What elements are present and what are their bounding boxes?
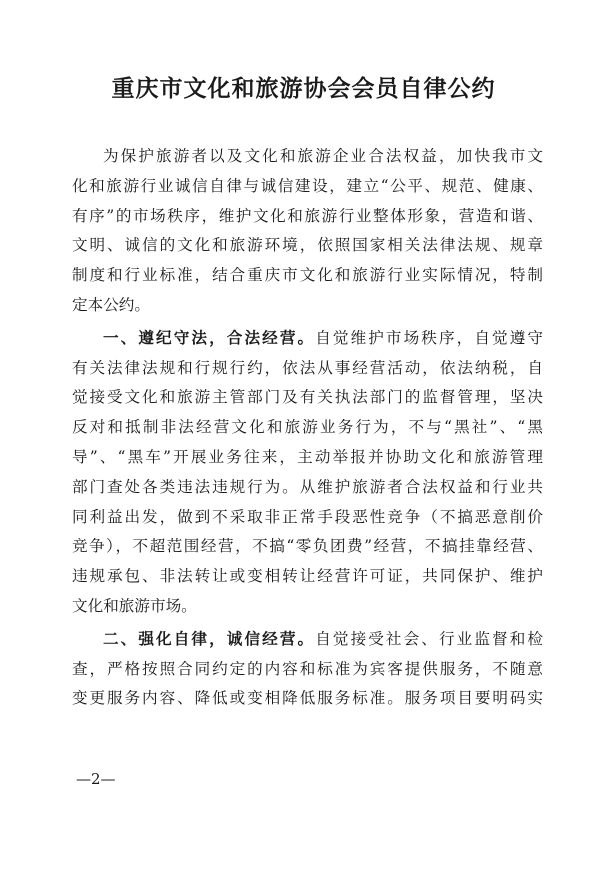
paragraph-section-one: [72, 323, 543, 622]
text-line: 部门查处各类违法违规行为。从维护旅游者合法权益和行业共: [72, 477, 543, 496]
text-line: 违规承包、非法转让或变相转让经营许可证，共同保护、维护: [72, 567, 543, 586]
text-line: 文明、诚信的文化和旅游环境，依照国家相关法律法规、规章: [72, 236, 543, 255]
text-line: 化和旅游行业诚信自律与诚信建设，建立“公平、规范、健康、: [72, 176, 543, 195]
text-fragment: 自觉维护市场秩序，自觉遵守: [315, 328, 543, 347]
text-line: [72, 323, 543, 354]
text-line: [72, 624, 543, 655]
paragraph-preamble: [72, 142, 543, 321]
text-fragment: 自觉接受社会、行业监督和检: [315, 629, 543, 648]
paragraph-section-two: [72, 624, 543, 714]
page-number: —2—: [76, 770, 116, 788]
document-title: 重庆市文化和旅游协会会员自律公约: [111, 75, 496, 102]
text-line: 变更服务内容、降低或变相降低服务标准。服务项目要明码实: [72, 689, 543, 708]
text-line: 导”、“黑车”开展业务往来，主动举报并协助文化和旅游管理: [72, 447, 543, 466]
document-body: [72, 142, 543, 714]
text-line: 觉接受文化和旅游主管部门及有关执法部门的监督管理，坚决: [72, 388, 543, 407]
text-line: 为保护旅游者以及文化和旅游企业合法权益，加快我市文: [103, 147, 543, 165]
text-line: 反对和抵制非法经营文化和旅游业务行为，不与“黑社”、“黑: [72, 418, 543, 437]
text-line: 文化和旅游市场。: [72, 596, 197, 615]
text-line: 定本公约。: [72, 295, 150, 314]
text-line: 同利益出发，做到不采取非正常手段恶性竞争（不搞恶意削价: [72, 507, 543, 526]
text-line: 查，严格按照合同约定的内容和标准为宾客提供服务，不随意: [72, 659, 543, 678]
section-heading: 一、遵纪守法，合法经营。: [103, 327, 316, 347]
text-line: 有序”的市场秩序，维护文化和旅游行业整体形象，营造和谐、: [72, 206, 543, 225]
text-line: 制度和行业标准，结合重庆市文化和旅游行业实际情况，特制: [72, 266, 543, 285]
text-line: 竞争），不超范围经营，不搞“零负团费”经营，不搞挂靠经营、: [72, 537, 543, 556]
text-line: 有关法律法规和行规行约，依法从事经营活动，依法纳税，自: [72, 358, 543, 377]
section-heading: 二、强化自律，诚信经营。: [103, 628, 316, 648]
